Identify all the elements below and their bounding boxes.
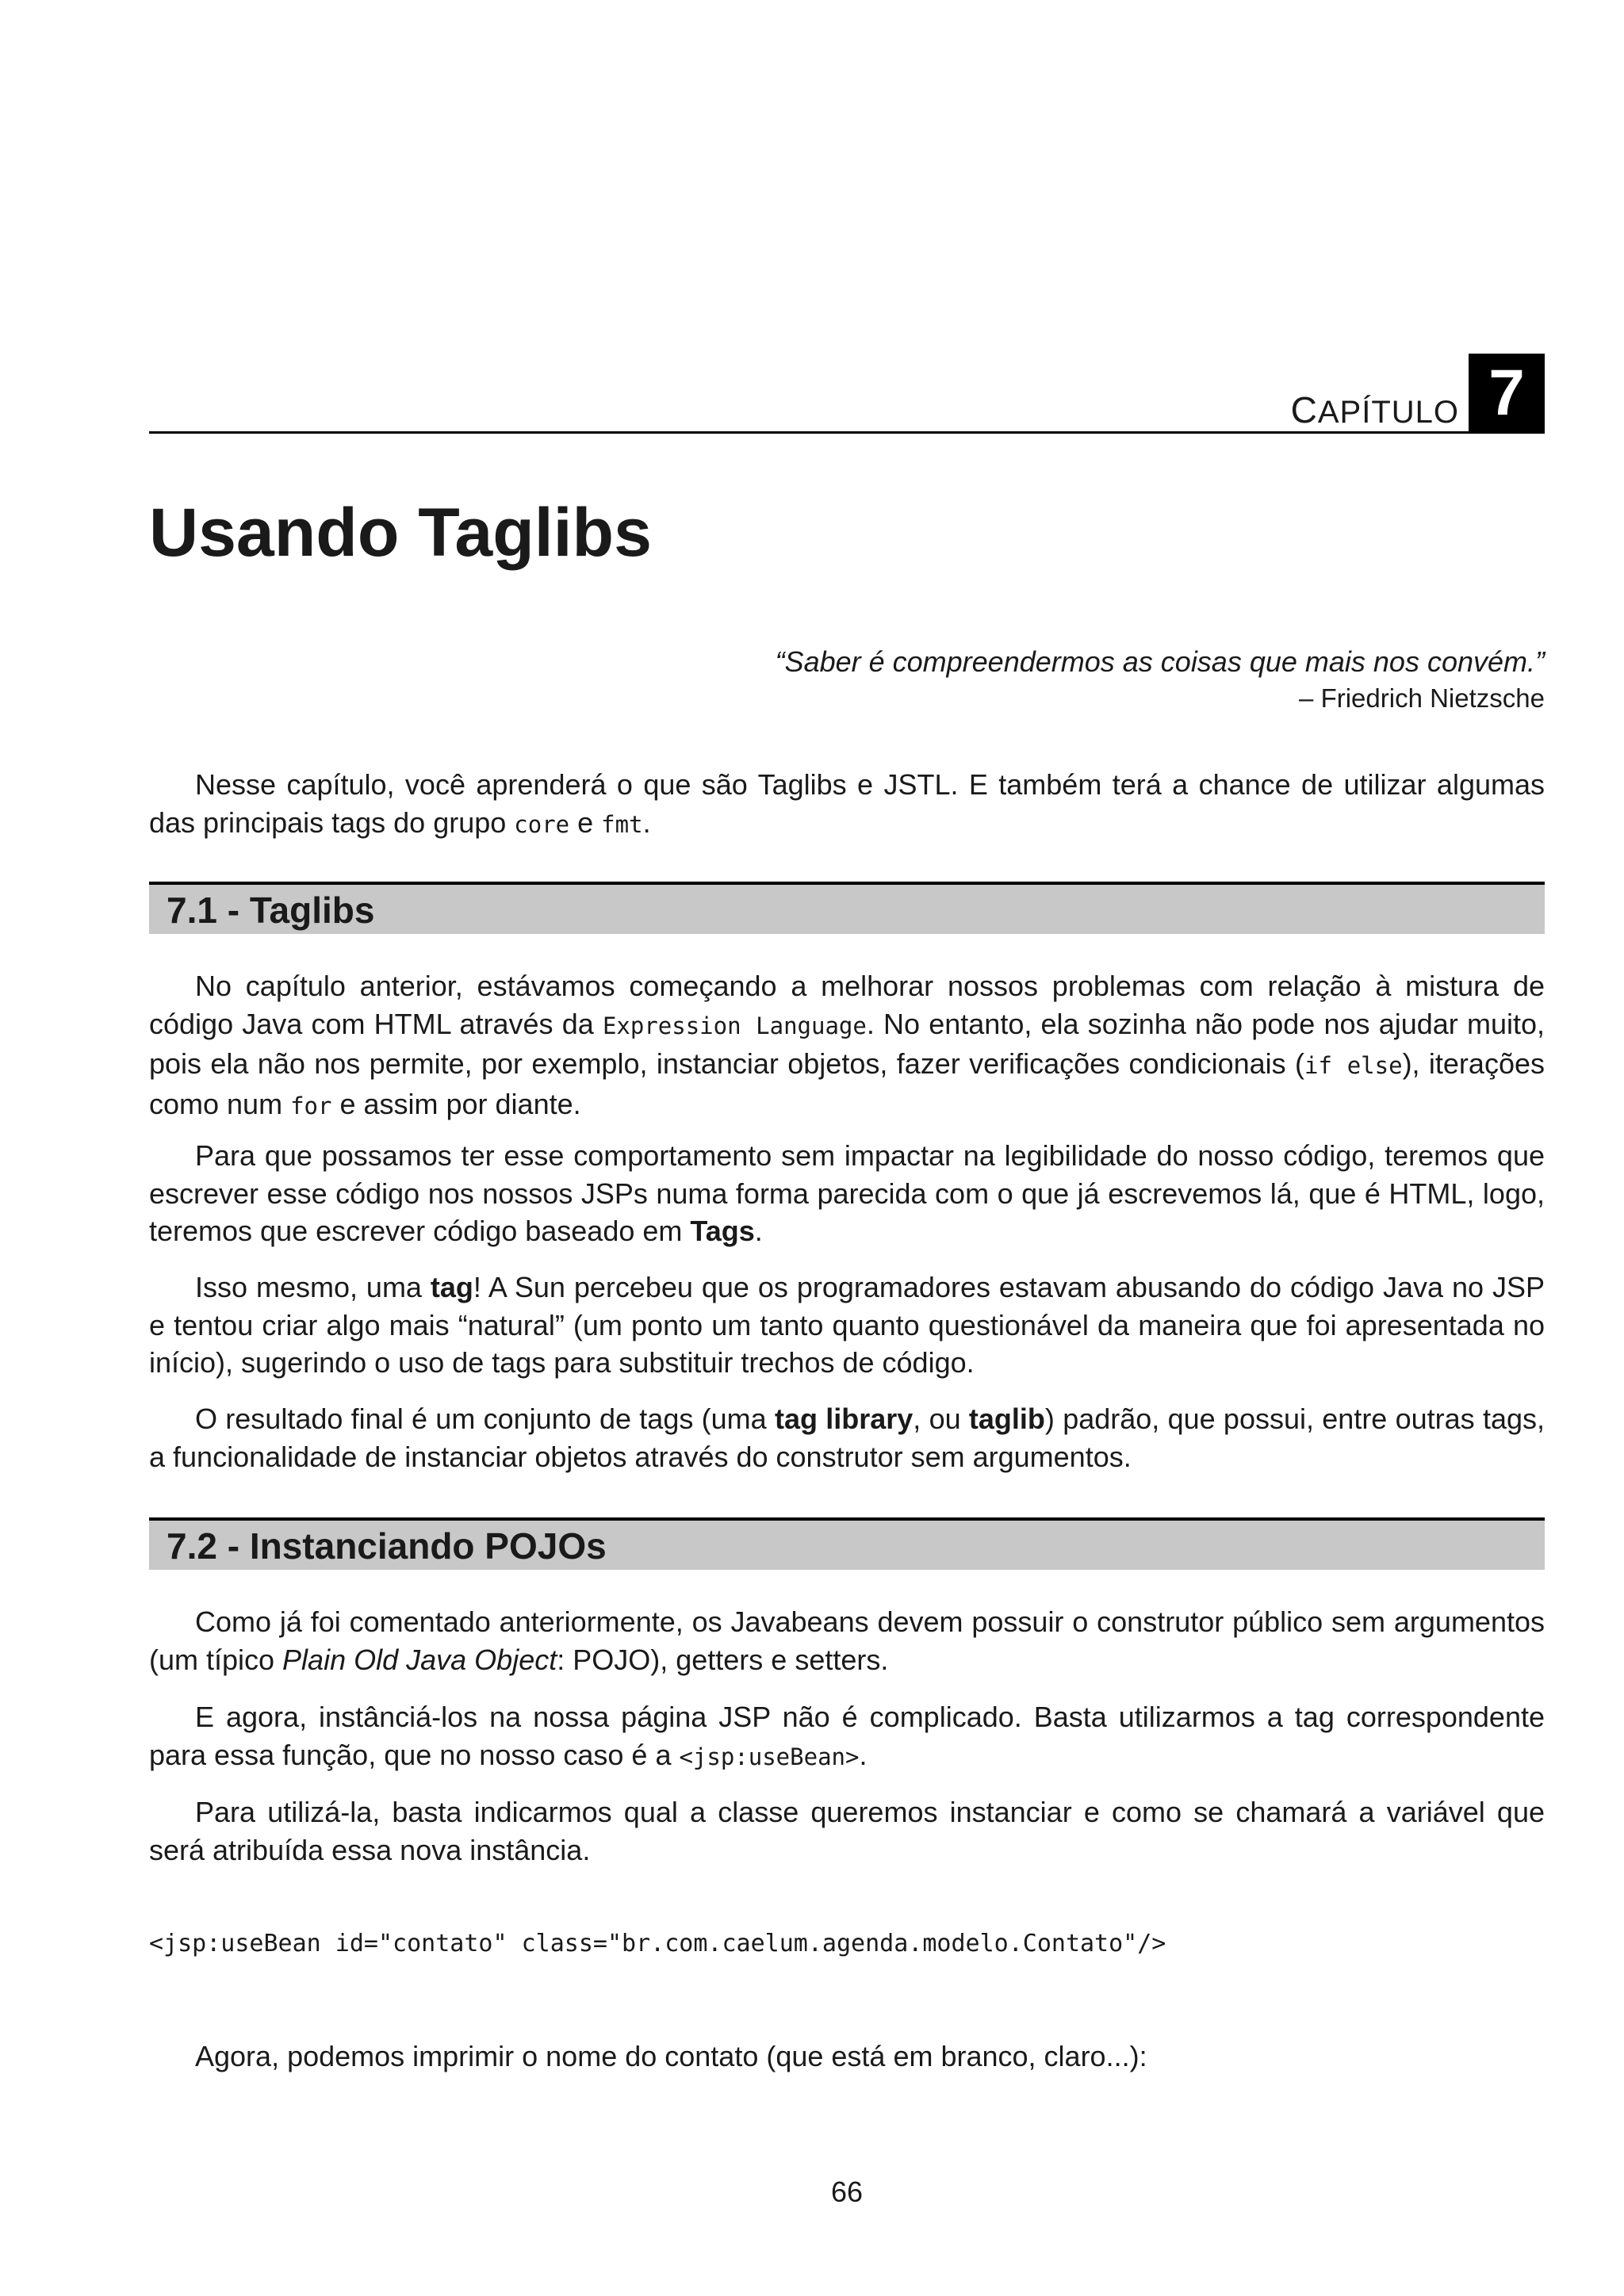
chapter-title: Usando Taglibs (149, 495, 652, 571)
chapter-header (149, 354, 1545, 433)
chapter-label: CAPÍTULO (1290, 389, 1459, 430)
intro-paragraph: Nesse capítulo, você aprenderá o que são Taglibs e JSTL. E também terá a chance de utilizar algumas das principais tags do grupo core e fmt. (149, 768, 1545, 839)
section-2-paragraph-4: Agora, podemos imprimir o nome do contato (que está em branco, claro...): (195, 2040, 1147, 2072)
chapter-rule (149, 431, 1545, 434)
section-2-paragraph-1: Como já foi comentado anteriormente, os Javabeans devem possuir o construtor público sem argumentos (um típico Plain Old Java Object: POJO), getters e setters. (149, 1605, 1545, 1676)
code-example: <jsp:useBean id="contato" class="br.com.caelum.agenda.modelo.Contato"/> (149, 1930, 1166, 1957)
section-1-paragraph-1: No capítulo anterior, estávamos começando a melhorar nossos problemas com relação à mistura de código Java com HTML através da Expression Language. No entanto, ela sozinha não pode nos ajudar muito, pois ela não nos permite, por exemplo, instanciar objetos, fazer verificações condicionais (if else), iterações como num for e assim por diante. (149, 970, 1545, 1120)
page-number: 66 (830, 2175, 864, 2208)
chapter-number-box: 7 (1469, 354, 1545, 433)
epigraph-quote: “Saber é compreendermos as coisas que mais nos convém.” (775, 645, 1545, 678)
section-1-paragraph-3: Isso mesmo, uma tag! A Sun percebeu que os programadores estavam abusando do código Java no JSP e tentou criar algo mais “natural” (um ponto um tanto quanto questionável da maneira que foi apresentada no início), sugerindo o uso de tags para substituir trechos de código. (149, 1271, 1545, 1379)
section-heading-instanciando-pojos: 7.2 - Instanciando POJOs (149, 1517, 1545, 1570)
document-page (149, 0, 1545, 2296)
section-2-paragraph-2: E agora, instânciá-los na nossa página JSP não é complicado. Basta utilizarmos a tag correspondente para essa função, que no nosso caso é a <jsp:useBean>. (149, 1701, 1545, 1771)
section-heading-taglibs: 7.1 - Taglibs (149, 882, 1545, 934)
section-1-paragraph-4: O resultado final é um conjunto de tags (uma tag library, ou taglib) padrão, que possui, entre outras tags, a funcionalidade de instanciar objetos através do construtor sem argumentos. (149, 1402, 1545, 1473)
section-1-paragraph-2: Para que possamos ter esse comportamento sem impactar na legibilidade do nosso código, teremos que escrever esse código nos nossos JSPs numa forma parecida com o que já escrevemos lá, que é HTML, logo, teremos que escrever código baseado em Tags. (149, 1139, 1545, 1247)
section-2-paragraph-3: Para utilizá-la, basta indicarmos qual a classe queremos instanciar e como se chamará a variável que será atribuída essa nova instância. (149, 1796, 1545, 1866)
epigraph-author: – Friedrich Nietzsche (1299, 683, 1545, 713)
epigraph (776, 644, 1545, 717)
